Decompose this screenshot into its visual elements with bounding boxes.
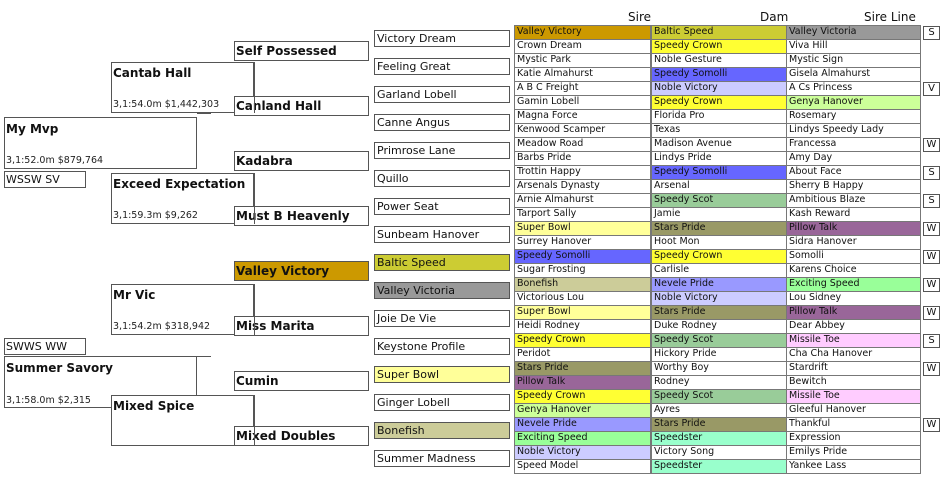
grid-sire-line-cell[interactable]: About Face [786,165,921,180]
gen4-horse-box[interactable]: Power Seat [374,198,510,215]
grid-dam-cell[interactable]: Noble Victory [651,291,788,306]
grid-sire-line-cell[interactable]: Mystic Sign [786,53,921,68]
gen4-horse-box[interactable]: Bonefish [374,422,510,439]
great-grandparent-name: Canland Hall [236,99,322,113]
grid-sire-cell[interactable]: Pillow Talk [514,375,651,390]
sex-flag-badge: S [923,334,940,348]
grandparent-box[interactable] [111,62,254,113]
grid-dam-cell[interactable]: Texas [651,123,788,138]
grid-sire-line-cell[interactable]: Sherry B Happy [786,179,921,194]
grid-sire-cell[interactable]: Kenwood Scamper [514,123,651,138]
grid-sire-line-cell[interactable]: Karens Choice [786,263,921,278]
gen4-horse-box[interactable]: Ginger Lobell [374,394,510,411]
grid-dam-cell[interactable]: Speedy Somolli [651,67,788,82]
connector-line [197,113,211,114]
subject-sire-record: 3,1:52.0m $879,764 [6,155,104,166]
grid-sire-cell[interactable]: Exciting Speed [514,431,651,446]
grid-dam-cell[interactable]: Speedy Somolli [651,165,788,180]
grid-dam-cell[interactable]: Speedy Crown [651,95,788,110]
grandparent-name: Exceed Expectation [113,177,246,191]
grid-dam-cell[interactable]: Hickory Pride [651,347,788,362]
grid-dam-cell[interactable]: Speedy Scot [651,389,788,404]
grid-sire-line-cell[interactable]: Rosemary [786,109,921,124]
grid-sire-cell[interactable]: Valley Victory [514,25,651,40]
grandparent-name: Mr Vic [113,288,156,302]
dam-header: Dam [760,10,789,24]
grid-dam-cell[interactable]: Speedy Crown [651,39,788,54]
grid-sire-line-cell[interactable]: A Cs Princess [786,81,921,96]
grid-sire-line-cell[interactable]: Genya Hanover [786,95,921,110]
grid-sire-cell[interactable]: Super Bowl [514,305,651,320]
grid-sire-cell[interactable]: Tarport Sally [514,207,651,222]
gen4-horse-box[interactable]: Primrose Lane [374,142,510,159]
grid-dam-cell[interactable]: Hoot Mon [651,235,788,250]
subject-sire-code-box [4,171,86,188]
gen4-horse-box[interactable]: Victory Dream [374,30,510,47]
grid-sire-line-cell[interactable]: Pillow Talk [786,221,921,236]
sire-line-header: Sire Line [864,10,916,24]
grid-dam-cell[interactable]: Baltic Speed [651,25,788,40]
sire-header: Sire [628,10,652,24]
sex-flag-badge: W [923,250,940,264]
sex-flag-badge: W [923,362,940,376]
grid-sire-line-cell[interactable]: Gleeful Hanover [786,403,921,418]
grid-sire-cell[interactable]: Gamin Lobell [514,95,651,110]
subject-dam-code: SWWS WW [6,340,67,353]
grandparent-box[interactable] [111,173,254,224]
grid-sire-cell[interactable]: Speedy Crown [514,333,651,348]
gen4-horse-box[interactable]: Quillo [374,170,510,187]
grid-dam-cell[interactable]: Speedster [651,431,788,446]
great-grandparent-box[interactable] [234,261,369,281]
great-grandparent-name: Must B Heavenly [236,209,350,223]
grid-dam-cell[interactable]: Madison Avenue [651,137,788,152]
grid-sire-cell[interactable]: Trottin Happy [514,165,651,180]
grid-sire-line-cell[interactable]: Dear Abbey [786,319,921,334]
connector-line [254,395,255,446]
sex-flag-badge: W [923,138,940,152]
subject-sire-box[interactable] [4,117,197,169]
grid-dam-cell[interactable]: Carlisle [651,263,788,278]
grandparent-box[interactable] [111,395,254,446]
grid-sire-cell[interactable]: Arsenals Dynasty [514,179,651,194]
grid-sire-line-cell[interactable]: Expression [786,431,921,446]
grid-sire-cell[interactable]: Speed Model [514,459,651,474]
grid-sire-cell[interactable]: Mystic Park [514,53,651,68]
sex-flag-badge: W [923,222,940,236]
gen4-horse-box[interactable]: Joie De Vie [374,310,510,327]
grid-dam-cell[interactable]: Speedy Scot [651,333,788,348]
grid-sire-line-cell[interactable]: Kash Reward [786,207,921,222]
subject-sire-code: WSSW SV [6,173,60,186]
connector-line [254,284,255,335]
grid-sire-line-cell[interactable]: Bewitch [786,375,921,390]
sex-flag-badge: W [923,418,940,432]
gen4-horse-box[interactable]: Keystone Profile [374,338,510,355]
great-grandparent-name: Valley Victory [236,264,330,278]
grid-sire-line-cell[interactable]: Stardrift [786,361,921,376]
grid-sire-cell[interactable]: Crown Dream [514,39,651,54]
grid-sire-cell[interactable]: Magna Force [514,109,651,124]
grandparent-record: 3,1:59.3m $9,262 [113,210,198,221]
grid-sire-cell[interactable]: Katie Almahurst [514,67,651,82]
grid-sire-cell[interactable]: Peridot [514,347,651,362]
gen4-horse-box[interactable]: Baltic Speed [374,254,510,271]
grid-sire-cell[interactable]: Bonefish [514,277,651,292]
grid-dam-cell[interactable]: Speedy Scot [651,193,788,208]
subject-sire-name: My Mvp [6,122,59,136]
subject-dam-code-box [4,338,86,355]
grid-sire-cell[interactable]: Heidi Rodney [514,319,651,334]
gen4-horse-box[interactable]: Super Bowl [374,366,510,383]
grid-sire-line-cell[interactable]: Missile Toe [786,333,921,348]
grid-sire-line-cell[interactable]: Lindys Speedy Lady [786,123,921,138]
great-grandparent-name: Self Possessed [236,44,337,58]
grid-sire-line-cell[interactable]: Somolli [786,249,921,264]
grid-sire-line-cell[interactable]: Pillow Talk [786,305,921,320]
grandparent-box[interactable] [111,284,254,335]
connector-line [197,395,211,396]
grid-dam-cell[interactable]: Arsenal [651,179,788,194]
grid-sire-line-cell[interactable]: Thankful [786,417,921,432]
grid-sire-cell[interactable]: Nevele Pride [514,417,651,432]
sex-flag-badge: S [923,26,940,40]
connector-line [197,356,211,357]
grid-dam-cell[interactable]: Victory Song [651,445,788,460]
grid-sire-line-cell[interactable]: Amy Day [786,151,921,166]
grid-dam-cell[interactable]: Stars Pride [651,417,788,432]
connector-line [254,62,255,113]
sex-flag-badge: V [923,82,940,96]
gen4-horse-box[interactable]: Canne Angus [374,114,510,131]
sex-flag-badge: S [923,194,940,208]
grid-sire-line-cell[interactable]: Exciting Speed [786,277,921,292]
grandparent-record: 3,1:54.0m $1,442,303 [113,99,220,110]
great-grandparent-box[interactable] [234,41,369,61]
grid-sire-cell[interactable]: Speedy Crown [514,389,651,404]
grid-sire-cell[interactable]: Surrey Hanover [514,235,651,250]
grid-dam-cell[interactable]: Florida Pro [651,109,788,124]
sex-flag-badge: W [923,306,940,320]
grandparent-name: Cantab Hall [113,66,192,80]
grid-sire-line-cell[interactable]: Yankee Lass [786,459,921,474]
grid-sire-line-cell[interactable]: Emilys Pride [786,445,921,460]
great-grandparent-name: Miss Marita [236,319,315,333]
connector-line [197,173,211,174]
grid-dam-cell[interactable]: Noble Gesture [651,53,788,68]
grandparent-name: Mixed Spice [113,399,195,413]
grid-dam-cell[interactable]: Lindys Pride [651,151,788,166]
grid-dam-cell[interactable]: Nevele Pride [651,277,788,292]
great-grandparent-name: Cumin [236,374,279,388]
great-grandparent-name: Mixed Doubles [236,429,336,443]
grid-dam-cell[interactable]: Speedy Crown [651,249,788,264]
great-grandparent-name: Kadabra [236,154,293,168]
grid-sire-cell[interactable]: Victorious Lou [514,291,651,306]
sex-flag-badge: W [923,278,940,292]
gen4-horse-box[interactable]: Sunbeam Hanover [374,226,510,243]
gen4-horse-box[interactable]: Valley Victoria [374,282,510,299]
grid-dam-cell[interactable]: Noble Victory [651,81,788,96]
grid-sire-cell[interactable]: A B C Freight [514,81,651,96]
sex-flag-badge: S [923,166,940,180]
grid-dam-cell[interactable]: Rodney [651,375,788,390]
grid-dam-cell[interactable]: Ayres [651,403,788,418]
gen4-horse-box[interactable]: Garland Lobell [374,86,510,103]
grid-sire-cell[interactable]: Noble Victory [514,445,651,460]
great-grandparent-box[interactable] [234,371,369,391]
grid-sire-line-cell[interactable]: Lou Sidney [786,291,921,306]
grid-dam-cell[interactable]: Stars Pride [651,221,788,236]
grid-sire-cell[interactable]: Meadow Road [514,137,651,152]
grid-sire-cell[interactable]: Arnie Almahurst [514,193,651,208]
grid-sire-cell[interactable]: Sugar Frosting [514,263,651,278]
grid-sire-line-cell[interactable]: Cha Cha Hanover [786,347,921,362]
grid-sire-line-cell[interactable]: Ambitious Blaze [786,193,921,208]
grid-dam-cell[interactable]: Duke Rodney [651,319,788,334]
grid-sire-cell[interactable]: Speedy Somolli [514,249,651,264]
grid-sire-cell[interactable]: Barbs Pride [514,151,651,166]
grid-sire-cell[interactable]: Genya Hanover [514,403,651,418]
grid-dam-cell[interactable]: Worthy Boy [651,361,788,376]
grid-sire-line-cell[interactable]: Gisela Almahurst [786,67,921,82]
grid-dam-cell[interactable]: Speedster [651,459,788,474]
grid-dam-cell[interactable]: Jamie [651,207,788,222]
subject-dam-name: Summer Savory [6,361,113,375]
grid-sire-cell[interactable]: Super Bowl [514,221,651,236]
gen4-horse-box[interactable]: Feeling Great [374,58,510,75]
grid-sire-line-cell[interactable]: Valley Victoria [786,25,921,40]
great-grandparent-box[interactable] [234,151,369,171]
grid-sire-line-cell[interactable]: Sidra Hanover [786,235,921,250]
grid-sire-line-cell[interactable]: Viva Hill [786,39,921,54]
grid-sire-line-cell[interactable]: Francessa [786,137,921,152]
connector-line [254,173,255,224]
gen4-horse-box[interactable]: Summer Madness [374,450,510,467]
grid-dam-cell[interactable]: Stars Pride [651,305,788,320]
grandparent-record: 3,1:54.2m $318,942 [113,321,211,332]
grid-sire-cell[interactable]: Stars Pride [514,361,651,376]
grid-sire-line-cell[interactable]: Missile Toe [786,389,921,404]
subject-dam-record: 3,1:58.0m $2,315 [6,395,91,406]
